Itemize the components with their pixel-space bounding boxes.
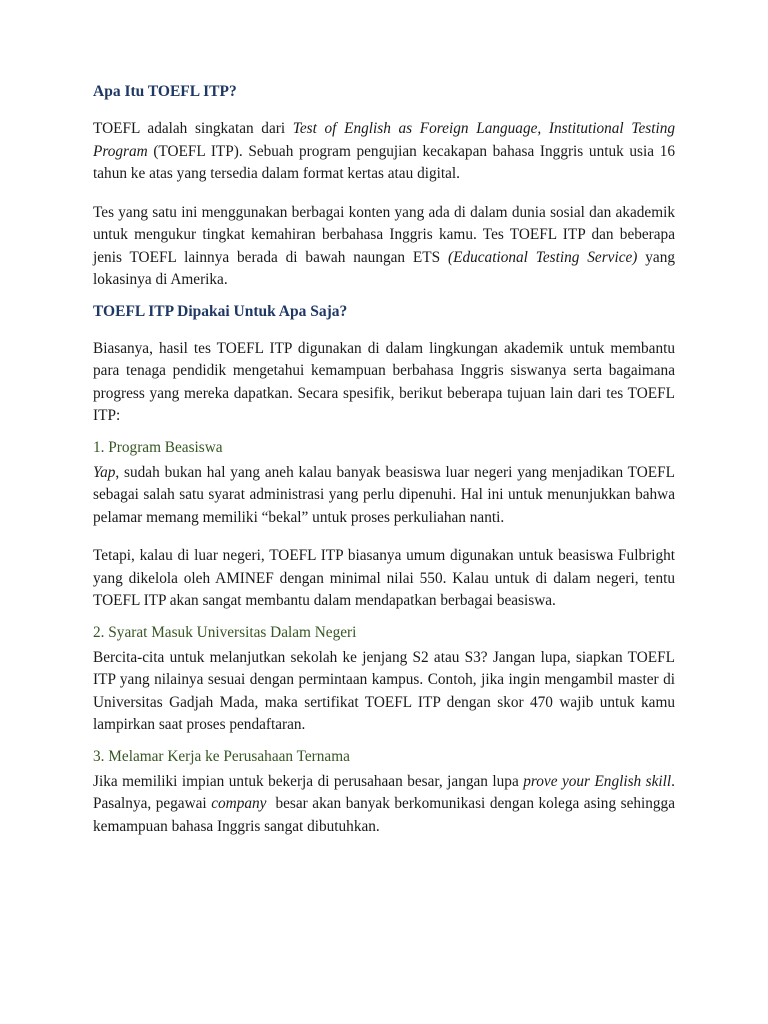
paragraph-text: (TOEFL ITP). Sebuah program pengujian kecakapan bahasa Inggris untuk usia 16 tahun ke atas yang tersedia dalam format kertas atau digital. bbox=[93, 142, 675, 182]
italic-text: company bbox=[211, 795, 267, 812]
italic-text: Yap bbox=[93, 463, 116, 481]
section-title-syarat-masuk: 2. Syarat Masuk Universitas Dalam Negeri bbox=[93, 623, 357, 641]
heading-apa-itu-toefl-itp: Apa Itu TOEFL ITP? bbox=[93, 83, 237, 100]
paragraph-definition bbox=[93, 118, 675, 186]
paragraph-text: Tes yang satu ini menggunakan berbagai konten yang ada di dalam dunia sosial dan akademik untuk mengukur tingkat kemahiran berbahasa Inggris kamu. Tes TOEFL ITP dan beberapa jenis TOEFL lainnya berada di bawah naungan ETS bbox=[93, 203, 675, 266]
paragraph-text: , sudah bukan hal yang aneh kalau banyak beasiswa luar negeri yang menjadikan TOEFL sebagai salah satu syarat administrasi yang perlu dipenuhi. Hal ini untuk menunjukkan bahwa bbox=[93, 463, 675, 503]
paragraph-intro-uses: Biasanya, hasil tes TOEFL ITP digunakan di dalam lingkungan akademik untuk membantu para tenaga pendidik mengetahui kemampuan berbahasa Inggris siswanya serta bagaimana progress yang mereka dapatkan. Secara spesifik, berikut beberapa tujuan lain dari tes TOEFL ITP: bbox=[93, 339, 675, 424]
heading-toefl-itp-dipakai: TOEFL ITP Dipakai Untuk Apa Saja? bbox=[93, 302, 348, 320]
paragraph-text: yang lokasinya di Amerika. bbox=[93, 248, 676, 288]
paragraph-text: TOEFL adalah singkatan dari bbox=[93, 120, 293, 137]
paragraph-syarat-masuk: Bercita-cita untuk melanjutkan sekolah ke jenjang S2 atau S3? Jangan lupa, siapkan TOEFL ITP yang nilainya sesuai dengan permintaan kampus. Contoh, jika ingin mengambil master di Universitas Gadjah Mada, maka sertifikat TOEFL ITP dengan skor 470 wajib untuk kamu lampirkan saat proses pendaftaran. bbox=[93, 648, 675, 733]
paragraph-beasiswa-b: Tetapi, kalau di luar negeri, TOEFL ITP biasanya umum digunakan untuk beasiswa Fulbright yang dikelola oleh AMINEF dengan minimal nilai 550. Kalau untuk di dalam negeri, tentu TOEFL ITP akan sangat membantu dalam mendapatkan berbagai beasiswa. bbox=[93, 547, 675, 609]
section-title-program-beasiswa: 1. Program Beasiswa bbox=[93, 438, 223, 456]
paragraph-beasiswa-a bbox=[93, 462, 675, 530]
italic-text: prove your English skill bbox=[523, 772, 672, 790]
section-title-melamar-kerja: 3. Melamar Kerja ke Perusahaan Ternama bbox=[93, 747, 350, 765]
paragraph-text: pelamar memang memiliki “bekal” untuk proses perkuliahan nanti bbox=[93, 508, 501, 526]
paragraph-text: . Pasalnya, pegawai bbox=[93, 772, 675, 812]
document-page bbox=[93, 82, 679, 854]
paragraph-text: . bbox=[500, 508, 505, 526]
italic-text: Test of English as Foreign Language, Institutional Testing Program bbox=[93, 120, 675, 160]
italic-text: (Educational Testing Service) bbox=[448, 248, 638, 266]
paragraph-text: Jika memiliki impian untuk bekerja di perusahaan besar, jangan lupa bbox=[93, 772, 524, 790]
paragraph-ets bbox=[93, 202, 675, 292]
paragraph-melamar-kerja bbox=[93, 771, 679, 839]
paragraph-text: besar akan banyak berkomunikasi dengan kolega asing sehingga kemampuan bahasa Inggris sangat dibutuhkan. bbox=[93, 795, 679, 835]
